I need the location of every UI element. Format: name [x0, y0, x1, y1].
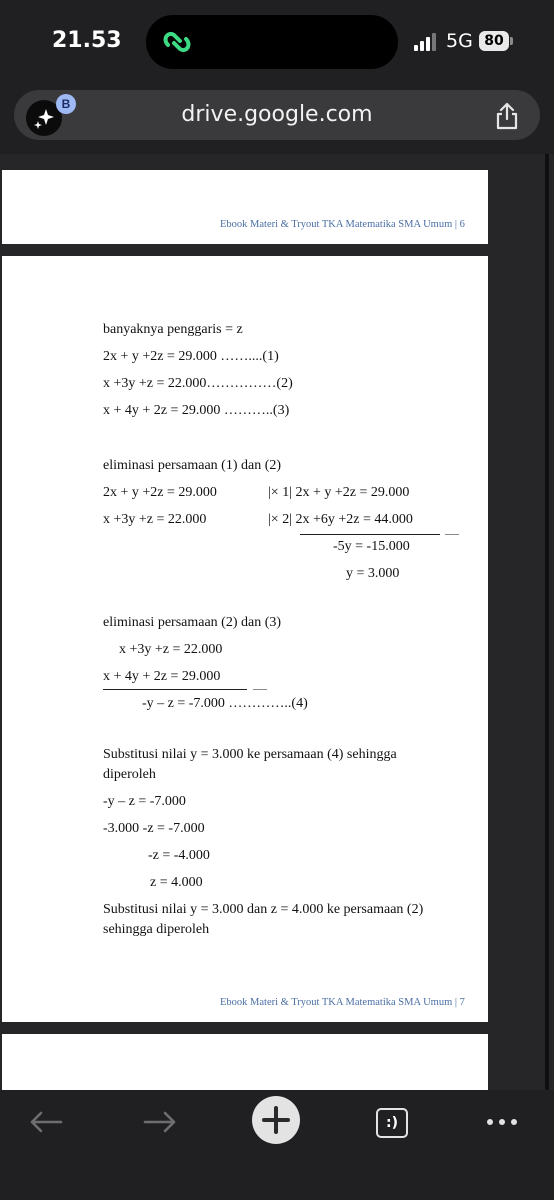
section-heading: eliminasi persamaan (2) dan (3) — [103, 615, 282, 630]
ai-badge: B — [56, 94, 76, 114]
section-heading: eliminasi persamaan (1) dan (2) — [103, 458, 282, 473]
more-dots-icon[interactable] — [474, 1100, 530, 1144]
minus-sign — [445, 534, 459, 535]
paragraph-line: Substitusi nilai y = 3.000 dan z = 4.000 ke persamaan (2) — [103, 902, 424, 917]
battery-level: 80 — [479, 31, 509, 51]
clock: 21.53 — [52, 28, 122, 53]
document-page-6 — [2, 170, 488, 244]
equation-line: |× 1| 2x + y +2z = 29.000 — [268, 485, 410, 500]
equation-line: x +3y +z = 22.000 — [119, 642, 223, 657]
page-footer: Ebook Materi & Tryout TKA Matematika SMA Umum | 7 — [220, 997, 465, 1008]
tab-switcher-button[interactable]: :) — [376, 1108, 408, 1138]
plus-icon — [252, 1096, 300, 1144]
equation-line: -3.000 -z = -7.000 — [103, 821, 205, 836]
new-tab-button[interactable] — [252, 1096, 300, 1144]
paragraph-line: diperoleh — [103, 767, 156, 782]
result-line: z = 4.000 — [150, 875, 203, 890]
minus-sign — [253, 689, 267, 690]
document-page-7 — [2, 256, 488, 1022]
paragraph-line: Substitusi nilai y = 3.000 ke persamaan (4) sehingga — [103, 747, 397, 762]
equation-line: 2x + y +2z = 29.000 — [103, 485, 217, 500]
arrow-right-icon — [142, 1110, 178, 1134]
share-icon[interactable] — [494, 102, 520, 130]
url-text[interactable]: drive.google.com — [181, 102, 373, 127]
equation-line: x + 4y + 2z = 29.000 — [103, 669, 221, 684]
browser-address-area — [0, 84, 554, 154]
equation-1: 2x + y +2z = 29.000 ……....(1) — [103, 349, 279, 364]
battery-tip — [510, 37, 513, 45]
arrow-left-icon — [28, 1110, 64, 1134]
paragraph-line: sehingga diperoleh — [103, 922, 210, 937]
status-bar — [0, 0, 554, 84]
browser-toolbar — [0, 1090, 554, 1200]
document-viewer[interactable] — [0, 154, 554, 1090]
address-bar[interactable] — [14, 90, 540, 140]
subtraction-rule — [300, 534, 440, 535]
equation-line: -y – z = -7.000 — [103, 794, 186, 809]
equation-line: -z = -4.000 — [148, 848, 210, 863]
scrollbar[interactable] — [545, 154, 549, 1090]
equation-3: x + 4y + 2z = 29.000 ………..(3) — [103, 403, 290, 418]
page-footer: Ebook Materi & Tryout TKA Matematika SMA Umum | 6 — [220, 219, 465, 230]
subtraction-rule — [103, 689, 247, 690]
result-line: y = 3.000 — [346, 566, 400, 581]
equation-4: -y – z = -7.000 …………..(4) — [142, 696, 308, 711]
back-button[interactable] — [24, 1100, 68, 1144]
equation-line: x +3y +z = 22.000 — [103, 512, 207, 527]
equation-line: -5y = -15.000 — [333, 539, 410, 554]
document-page-8 — [2, 1034, 488, 1094]
network-type: 5G — [446, 30, 473, 52]
text-line: banyaknya penggaris = z — [103, 322, 243, 337]
equation-2: x +3y +z = 22.000……………(2) — [103, 376, 293, 391]
forward-button[interactable] — [138, 1100, 182, 1144]
equation-line: |× 2| 2x +6y +2z = 44.000 — [268, 512, 413, 527]
dynamic-island[interactable] — [146, 15, 398, 69]
signal-icon — [414, 33, 440, 51]
link-loop-icon — [160, 25, 194, 59]
